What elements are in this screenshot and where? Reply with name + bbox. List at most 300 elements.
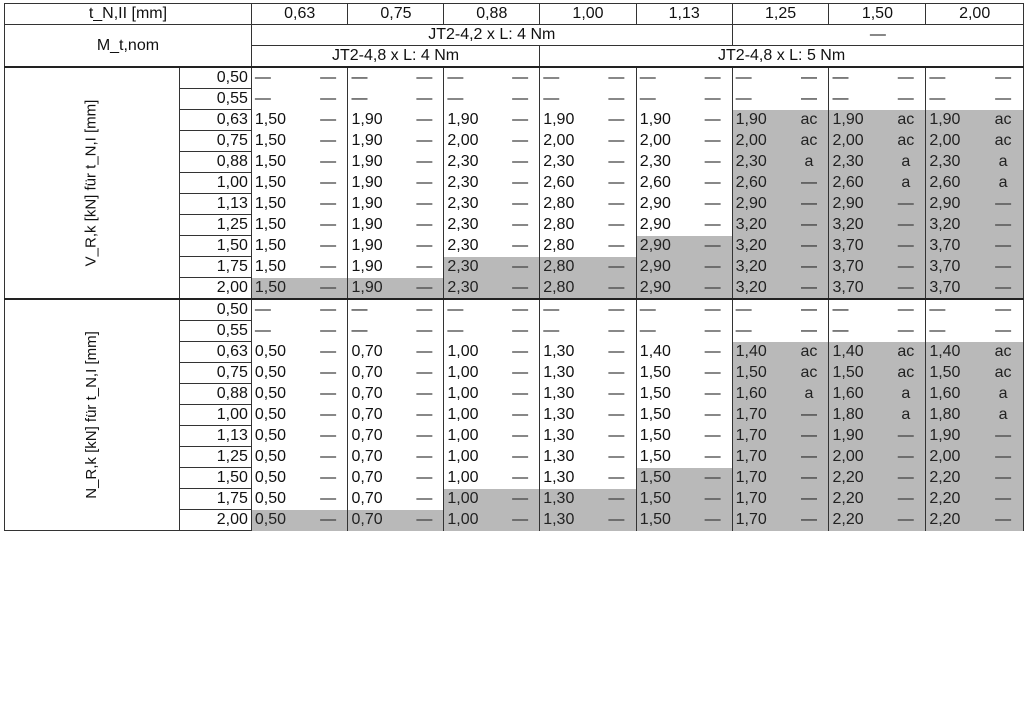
marker-cell: — [597, 89, 636, 110]
section-label-text: N_R,k [kN] für t_N,I [mm] [82, 331, 100, 499]
marker-cell: — [501, 67, 540, 89]
marker-cell: — [983, 510, 1023, 531]
marker-cell: — [597, 152, 636, 173]
marker-cell: — [405, 89, 444, 110]
value-cell: 0,70 [348, 363, 405, 384]
marker-cell: — [983, 278, 1023, 300]
marker-cell: — [886, 194, 926, 215]
marker-cell: — [694, 342, 733, 363]
value-cell: 0,70 [348, 468, 405, 489]
marker-cell: — [694, 468, 733, 489]
marker-cell: — [789, 215, 829, 236]
marker-cell: — [983, 236, 1023, 257]
value-cell: 1,30 [540, 426, 597, 447]
marker-cell: — [309, 447, 348, 468]
marker-cell: ac [789, 131, 829, 152]
value-cell: 1,90 [732, 110, 789, 131]
marker-cell: — [309, 384, 348, 405]
load-capacity-table [4, 3, 1024, 531]
table-row [5, 299, 1024, 321]
value-cell: 2,20 [926, 468, 983, 489]
value-cell: — [926, 299, 983, 321]
value-cell: 1,50 [251, 215, 308, 236]
marker-cell: — [983, 299, 1023, 321]
marker-cell: — [597, 110, 636, 131]
value-cell: 1,80 [829, 405, 886, 426]
value-cell: — [926, 67, 983, 89]
value-cell: 0,50 [251, 426, 308, 447]
value-cell: 0,50 [251, 384, 308, 405]
row-thickness: 0,88 [179, 384, 251, 405]
value-cell: 1,00 [444, 489, 501, 510]
marker-cell: — [789, 236, 829, 257]
value-cell: 1,00 [444, 405, 501, 426]
marker-cell: — [309, 342, 348, 363]
marker-cell: — [694, 110, 733, 131]
value-cell: 1,30 [540, 468, 597, 489]
screw-spec-left-bottom: JT2-4,8 x L: 4 Nm [251, 46, 539, 68]
marker-cell: — [405, 299, 444, 321]
marker-cell: a [789, 384, 829, 405]
value-cell: 2,90 [926, 194, 983, 215]
marker-cell: — [886, 67, 926, 89]
marker-cell: ac [886, 363, 926, 384]
value-cell: 2,00 [540, 131, 597, 152]
marker-cell: — [309, 468, 348, 489]
value-cell: — [732, 299, 789, 321]
marker-cell: — [501, 510, 540, 531]
marker-cell: — [886, 468, 926, 489]
marker-cell: — [309, 489, 348, 510]
marker-cell: — [405, 342, 444, 363]
value-cell: — [348, 89, 405, 110]
row-thickness: 0,75 [179, 131, 251, 152]
value-cell: — [444, 89, 501, 110]
marker-cell: — [405, 257, 444, 278]
marker-cell: — [597, 363, 636, 384]
value-cell: 1,40 [829, 342, 886, 363]
value-cell: — [926, 321, 983, 342]
corner-label: t_N,II [mm] [88, 5, 168, 22]
value-cell: 2,30 [444, 194, 501, 215]
marker-cell: — [309, 426, 348, 447]
thickness-header: 1,00 [540, 4, 637, 25]
value-cell: — [251, 89, 308, 110]
marker-cell: — [309, 89, 348, 110]
marker-cell: a [983, 173, 1023, 194]
marker-cell: — [405, 131, 444, 152]
row-thickness: 1,50 [179, 236, 251, 257]
marker-cell: a [886, 173, 926, 194]
value-cell: 1,80 [926, 405, 983, 426]
value-cell: 2,30 [444, 257, 501, 278]
mt-nom-label: M_t,nom [5, 25, 252, 68]
row-thickness: 1,25 [179, 447, 251, 468]
marker-cell: ac [886, 342, 926, 363]
row-thickness: 0,63 [179, 342, 251, 363]
value-cell: 1,90 [348, 110, 405, 131]
marker-cell: — [886, 426, 926, 447]
value-cell: 2,30 [732, 152, 789, 173]
value-cell: 0,70 [348, 489, 405, 510]
row-thickness: 2,00 [179, 278, 251, 300]
marker-cell: — [694, 173, 733, 194]
marker-cell: — [597, 384, 636, 405]
thickness-header-row [5, 4, 1024, 25]
marker-cell: — [405, 489, 444, 510]
value-cell: 2,90 [636, 215, 693, 236]
value-cell: 0,70 [348, 510, 405, 531]
marker-cell: — [597, 236, 636, 257]
row-thickness: 0,55 [179, 89, 251, 110]
marker-cell: — [983, 489, 1023, 510]
value-cell: — [444, 67, 501, 89]
marker-cell: — [309, 299, 348, 321]
marker-cell: a [886, 405, 926, 426]
marker-cell: — [405, 447, 444, 468]
value-cell: — [829, 321, 886, 342]
value-cell: 1,90 [348, 173, 405, 194]
value-cell: 1,30 [540, 405, 597, 426]
marker-cell: — [886, 236, 926, 257]
value-cell: 3,70 [926, 236, 983, 257]
marker-cell: — [694, 299, 733, 321]
marker-cell: a [789, 152, 829, 173]
value-cell: 1,50 [636, 405, 693, 426]
marker-cell: — [501, 152, 540, 173]
marker-cell: — [597, 173, 636, 194]
value-cell: 3,20 [926, 215, 983, 236]
thickness-header: 0,75 [348, 4, 444, 25]
marker-cell: — [309, 173, 348, 194]
marker-cell: — [597, 131, 636, 152]
value-cell: 0,50 [251, 468, 308, 489]
value-cell: 1,50 [636, 363, 693, 384]
marker-cell: — [789, 257, 829, 278]
value-cell: 2,30 [444, 173, 501, 194]
marker-cell: — [501, 278, 540, 300]
marker-cell: — [597, 67, 636, 89]
value-cell: 1,70 [732, 426, 789, 447]
marker-cell: — [405, 468, 444, 489]
marker-cell: — [694, 89, 733, 110]
value-cell: 2,00 [829, 447, 886, 468]
value-cell: 1,50 [251, 152, 308, 173]
value-cell: 1,50 [251, 173, 308, 194]
value-cell: 1,50 [251, 110, 308, 131]
marker-cell: — [983, 194, 1023, 215]
value-cell: 1,50 [926, 363, 983, 384]
marker-cell: — [789, 405, 829, 426]
marker-cell: — [309, 278, 348, 300]
value-cell: 1,50 [251, 194, 308, 215]
marker-cell: — [405, 173, 444, 194]
marker-cell: — [309, 236, 348, 257]
value-cell: 2,90 [829, 194, 886, 215]
marker-cell: — [309, 215, 348, 236]
value-cell: 3,70 [829, 278, 886, 300]
value-cell: 2,80 [540, 236, 597, 257]
value-cell: — [540, 299, 597, 321]
row-thickness: 1,00 [179, 173, 251, 194]
marker-cell: — [983, 257, 1023, 278]
value-cell: 1,50 [732, 363, 789, 384]
marker-cell: — [501, 110, 540, 131]
marker-cell: ac [983, 131, 1023, 152]
value-cell: 1,90 [444, 110, 501, 131]
marker-cell: ac [886, 131, 926, 152]
value-cell: 0,70 [348, 384, 405, 405]
row-thickness: 1,50 [179, 468, 251, 489]
thickness-header: 2,00 [926, 4, 1024, 25]
value-cell: 1,50 [636, 384, 693, 405]
marker-cell: — [694, 215, 733, 236]
value-cell: 3,70 [926, 257, 983, 278]
marker-cell: — [983, 89, 1023, 110]
value-cell: — [829, 299, 886, 321]
row-thickness: 2,00 [179, 510, 251, 531]
section-label-text: V_R,k [kN] für t_N,I [mm] [82, 99, 100, 267]
value-cell: 0,70 [348, 426, 405, 447]
marker-cell: — [405, 384, 444, 405]
value-cell: 0,50 [251, 447, 308, 468]
marker-cell: — [886, 510, 926, 531]
marker-cell: — [597, 342, 636, 363]
value-cell: 1,00 [444, 468, 501, 489]
value-cell: 3,70 [829, 236, 886, 257]
value-cell: 2,80 [540, 215, 597, 236]
value-cell: — [540, 321, 597, 342]
value-cell: 1,70 [732, 447, 789, 468]
marker-cell: — [886, 447, 926, 468]
value-cell: 1,30 [540, 510, 597, 531]
row-thickness: 1,75 [179, 489, 251, 510]
value-cell: — [251, 321, 308, 342]
value-cell: 1,40 [636, 342, 693, 363]
marker-cell: — [405, 215, 444, 236]
value-cell: 1,90 [348, 152, 405, 173]
marker-cell: — [789, 468, 829, 489]
marker-cell: ac [789, 363, 829, 384]
marker-cell: — [694, 321, 733, 342]
marker-cell: — [501, 447, 540, 468]
marker-cell: — [789, 447, 829, 468]
screw-row-1 [5, 25, 1024, 46]
marker-cell: — [501, 194, 540, 215]
marker-cell: — [597, 278, 636, 300]
marker-cell: ac [983, 342, 1023, 363]
table-body [5, 67, 1024, 531]
value-cell: 1,50 [251, 278, 308, 300]
marker-cell: — [694, 131, 733, 152]
marker-cell: — [694, 67, 733, 89]
value-cell: — [348, 321, 405, 342]
value-cell: — [732, 89, 789, 110]
marker-cell: — [501, 363, 540, 384]
value-cell: 0,50 [251, 489, 308, 510]
value-cell: 2,30 [444, 236, 501, 257]
value-cell: 1,90 [348, 194, 405, 215]
marker-cell: — [694, 405, 733, 426]
value-cell: 1,90 [348, 236, 405, 257]
value-cell: 2,00 [732, 131, 789, 152]
marker-cell: a [886, 384, 926, 405]
marker-cell: — [309, 152, 348, 173]
marker-cell: — [983, 468, 1023, 489]
marker-cell: — [501, 215, 540, 236]
value-cell: 3,70 [829, 257, 886, 278]
value-cell: 1,90 [829, 426, 886, 447]
value-cell: 0,70 [348, 405, 405, 426]
row-thickness: 0,88 [179, 152, 251, 173]
value-cell: — [540, 89, 597, 110]
value-cell: 3,20 [732, 236, 789, 257]
value-cell: 0,70 [348, 447, 405, 468]
value-cell: 2,60 [636, 173, 693, 194]
marker-cell: — [694, 236, 733, 257]
value-cell: 1,40 [926, 342, 983, 363]
marker-cell: — [501, 173, 540, 194]
value-cell: — [829, 89, 886, 110]
section-label [5, 67, 180, 299]
marker-cell: — [405, 67, 444, 89]
marker-cell: — [597, 257, 636, 278]
marker-cell: — [694, 363, 733, 384]
value-cell: 1,70 [732, 405, 789, 426]
marker-cell: — [694, 257, 733, 278]
value-cell: — [444, 299, 501, 321]
value-cell: 2,00 [926, 131, 983, 152]
value-cell: — [251, 299, 308, 321]
marker-cell: — [405, 152, 444, 173]
section-label [5, 299, 180, 531]
value-cell: 2,30 [444, 152, 501, 173]
value-cell: 1,90 [348, 278, 405, 300]
value-cell: 2,80 [540, 257, 597, 278]
marker-cell: — [597, 489, 636, 510]
screw-spec-right-bottom: JT2-4,8 x L: 5 Nm [540, 46, 1024, 68]
row-thickness: 1,13 [179, 426, 251, 447]
value-cell: 2,20 [926, 489, 983, 510]
marker-cell: a [983, 152, 1023, 173]
row-thickness: 0,50 [179, 299, 251, 321]
value-cell: 1,30 [540, 342, 597, 363]
value-cell: 1,30 [540, 489, 597, 510]
marker-cell: — [405, 236, 444, 257]
value-cell: — [636, 89, 693, 110]
marker-cell: — [694, 489, 733, 510]
marker-cell: — [405, 194, 444, 215]
marker-cell: — [789, 173, 829, 194]
marker-cell: — [501, 299, 540, 321]
value-cell: — [829, 67, 886, 89]
value-cell: 3,20 [732, 278, 789, 300]
marker-cell: — [309, 321, 348, 342]
marker-cell: — [694, 152, 733, 173]
row-thickness: 0,63 [179, 110, 251, 131]
value-cell: 2,90 [636, 194, 693, 215]
marker-cell: — [597, 405, 636, 426]
value-cell: 1,40 [732, 342, 789, 363]
value-cell: — [251, 67, 308, 89]
value-cell: 2,90 [636, 278, 693, 300]
value-cell: 2,00 [926, 447, 983, 468]
marker-cell: — [501, 468, 540, 489]
marker-cell: — [694, 447, 733, 468]
marker-cell: — [501, 321, 540, 342]
corner-header [5, 4, 252, 25]
value-cell: 2,30 [444, 215, 501, 236]
marker-cell: — [597, 321, 636, 342]
row-thickness: 0,55 [179, 321, 251, 342]
value-cell: 2,30 [540, 152, 597, 173]
marker-cell: — [501, 131, 540, 152]
marker-cell: ac [983, 363, 1023, 384]
row-thickness: 1,00 [179, 405, 251, 426]
value-cell: 1,30 [540, 447, 597, 468]
value-cell: — [348, 299, 405, 321]
marker-cell: — [309, 510, 348, 531]
value-cell: 1,60 [829, 384, 886, 405]
row-thickness: 0,75 [179, 363, 251, 384]
marker-cell: — [983, 215, 1023, 236]
thickness-header: 1,13 [636, 4, 732, 25]
value-cell: 1,90 [540, 110, 597, 131]
marker-cell: — [597, 194, 636, 215]
value-cell: 0,50 [251, 363, 308, 384]
marker-cell: — [694, 384, 733, 405]
marker-cell: — [886, 278, 926, 300]
value-cell: 0,50 [251, 342, 308, 363]
marker-cell: — [597, 426, 636, 447]
screw-spec-right-top: — [732, 25, 1023, 46]
marker-cell: — [405, 405, 444, 426]
value-cell: 2,00 [444, 131, 501, 152]
marker-cell: a [886, 152, 926, 173]
value-cell: 1,60 [926, 384, 983, 405]
marker-cell: — [309, 194, 348, 215]
value-cell: — [732, 321, 789, 342]
marker-cell: — [597, 468, 636, 489]
marker-cell: — [405, 510, 444, 531]
marker-cell: a [983, 405, 1023, 426]
marker-cell: — [405, 321, 444, 342]
value-cell: 2,20 [829, 468, 886, 489]
marker-cell: — [886, 489, 926, 510]
marker-cell: — [501, 236, 540, 257]
value-cell: 2,60 [829, 173, 886, 194]
value-cell: 3,70 [926, 278, 983, 300]
value-cell: 2,60 [926, 173, 983, 194]
value-cell: 1,00 [444, 510, 501, 531]
value-cell: 0,70 [348, 342, 405, 363]
value-cell: — [732, 67, 789, 89]
marker-cell: — [405, 278, 444, 300]
marker-cell: — [309, 363, 348, 384]
marker-cell: — [597, 510, 636, 531]
marker-cell: — [789, 321, 829, 342]
value-cell: 2,80 [540, 278, 597, 300]
value-cell: — [636, 321, 693, 342]
value-cell: 2,30 [829, 152, 886, 173]
thickness-header: 1,50 [829, 4, 926, 25]
marker-cell: — [597, 215, 636, 236]
marker-cell: — [886, 257, 926, 278]
value-cell: 1,70 [732, 468, 789, 489]
thickness-header: 0,63 [251, 4, 348, 25]
value-cell: 1,00 [444, 363, 501, 384]
marker-cell: — [501, 384, 540, 405]
